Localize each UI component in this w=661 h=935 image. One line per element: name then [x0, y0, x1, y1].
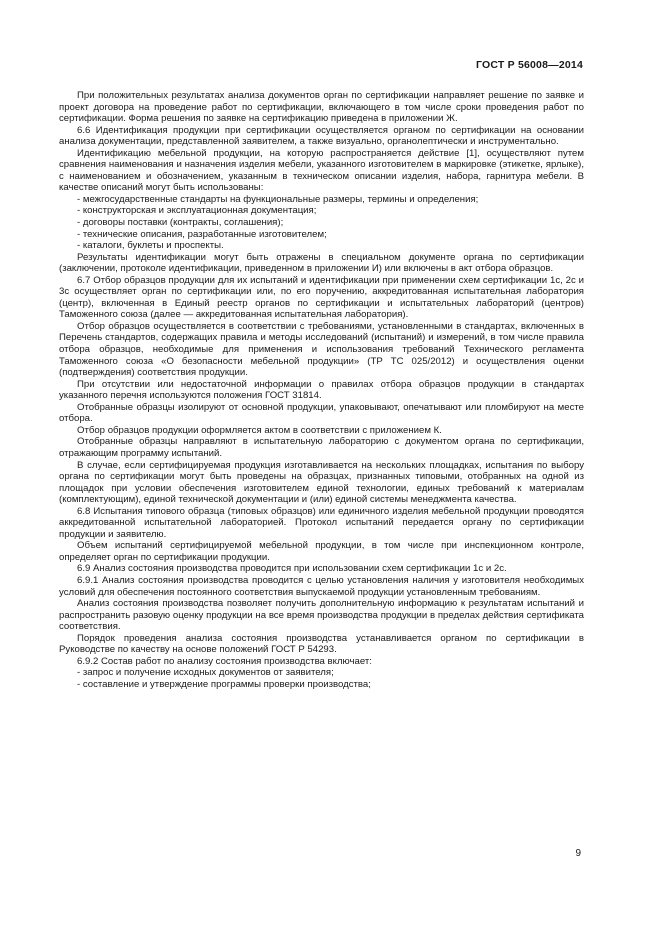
paragraph: Объем испытаний сертифицируемой мебельной продукции, в том числе при инспекционном контроле, определяет орган по сертификации продукции.: [59, 540, 584, 563]
paragraph: 6.8 Испытания типового образца (типовых образцов) или единичного изделия мебельной продукции проводятся аккредитованной испытательной лабораторией. Протокол испытаний передается органу по сертификации продукции и заявителю.: [59, 505, 584, 540]
paragraph: При отсутствии или недостаточной информации о правилах отбора образцов продукции в стандартах указанного перечня используются положения ГОСТ 31814.: [59, 378, 584, 402]
list-item: - конструкторская и эксплуатационная документация;: [77, 205, 317, 217]
page-number: 9: [575, 848, 581, 859]
list-item: - составление и утверждение программы проверки производства;: [77, 678, 371, 690]
paragraph: Результаты идентификации могут быть отражены в специальном документе органа по сертификации (заключении, протоколе идентификации, приведенном в приложении И) или включены в акт отбора образцов.: [59, 251, 584, 275]
paragraph: 6.7 Отбор образцов продукции для их испытаний и идентификации при применении схем сертификации 1с, 2с и 3с осуществляет орган по сертификации или, по его поручению, аккредитованная испытательная лаборатория (центр), включенная в Единый реестр органов по сертификации и испытательных лабораторий (центров) Таможенного союза (далее — аккредитованная испытательная лаборатория).: [59, 274, 584, 321]
document-header: ГОСТ Р 56008—2014: [475, 59, 583, 71]
paragraph: 6.9.1 Анализ состояния производства проводится с целью установления наличия у изготовителя необходимых условий для обеспечения постоянного соответствия выпускаемой продукции установленным требованиям.: [59, 574, 584, 598]
list-item: - запрос и получение исходных документов от заявителя;: [77, 667, 334, 679]
list-item: - договоры поставки (контракты, соглашения);: [77, 217, 284, 229]
paragraph: Идентификацию мебельной продукции, на которую распространяется действие [1], осуществляют путем сравнения наименования и назначения изделия мебели, указанного изготовителем в маркировке (этикетке, ярлыке), с наименованием и обозначением, указанным в техническом описании изделия, набора, гарнитура мебели. В качестве описаний могут быть использованы:: [59, 147, 584, 194]
paragraph: Анализ состояния производства позволяет получить дополнительную информацию к результатам испытаний и распространить разовую оценку продукции на все время производства продукции в пределах действия сертификата соответствия.: [59, 598, 584, 633]
paragraph: Отобранные образцы направляют в испытательную лабораторию с документом органа по сертификации, отражающим программу испытаний.: [59, 436, 584, 459]
paragraph: Отобранные образцы изолируют от основной продукции, упаковывают, опечатывают или пломбируют на месте отбора.: [59, 401, 584, 425]
paragraph: Отбор образцов продукции оформляется актом в соответствии с приложением К.: [77, 424, 442, 436]
paragraph: Отбор образцов осуществляется в соответствии с требованиями, установленными в стандартах, включенных в Перечень стандартов, содержащих правила и методы исследований (испытаний) и измерений, в том числе правила отбора образцов, необходимые для применения и использования требований Технического регламента Таможенного союза «О безопасности мебельной продукции» (ТР ТС 025/2012) и осуществления оценки (подтверждения) соответствия продукции.: [59, 320, 584, 379]
paragraph: 6.6 Идентификация продукции при сертификации осуществляется органом по сертификации на основании анализа документации, представленной заявителем, а также визуально, органолептически и инструментально.: [59, 124, 584, 148]
document-body: [59, 90, 584, 690]
paragraph: Порядок проведения анализа состояния производства устанавливается органом по сертификации в Руководстве по качеству на основе положений ГОСТ Р 54293.: [59, 632, 584, 656]
descriptions-list: [59, 194, 584, 252]
list-item: - каталоги, буклеты и проспекты.: [77, 240, 224, 252]
list-item: - межгосударственные стандарты на функциональные размеры, термины и определения;: [77, 193, 479, 205]
list-item: - технические описания, разработанные изготовителем;: [77, 228, 327, 240]
paragraph: В случае, если сертифицируемая продукция изготавливается на нескольких площадках, испытания по выбору органа по сертификации могут быть проведены на образцах, признанных типовыми, отобранных на одной из площадок при условии обеспечения изготовителем единой технологии, единых требований к материалам (комплектующим), единой технической документации и (или) единой системы менеджмента качества.: [59, 459, 584, 506]
paragraph: 6.9.2 Состав работ по анализу состояния производства включает:: [77, 655, 372, 667]
paragraph: 6.9 Анализ состояния производства проводится при использовании схем сертификации 1с и 2с.: [77, 563, 507, 575]
works-list: [59, 667, 584, 690]
paragraph: При положительных результатах анализа документов орган по сертификации направляет решение по заявке и проект договора на проведение работ по сертификации, включающего в том числе сроки проведения работ по сертификации. Форма решения по заявке на сертификацию приведена в приложении Ж.: [59, 90, 584, 125]
